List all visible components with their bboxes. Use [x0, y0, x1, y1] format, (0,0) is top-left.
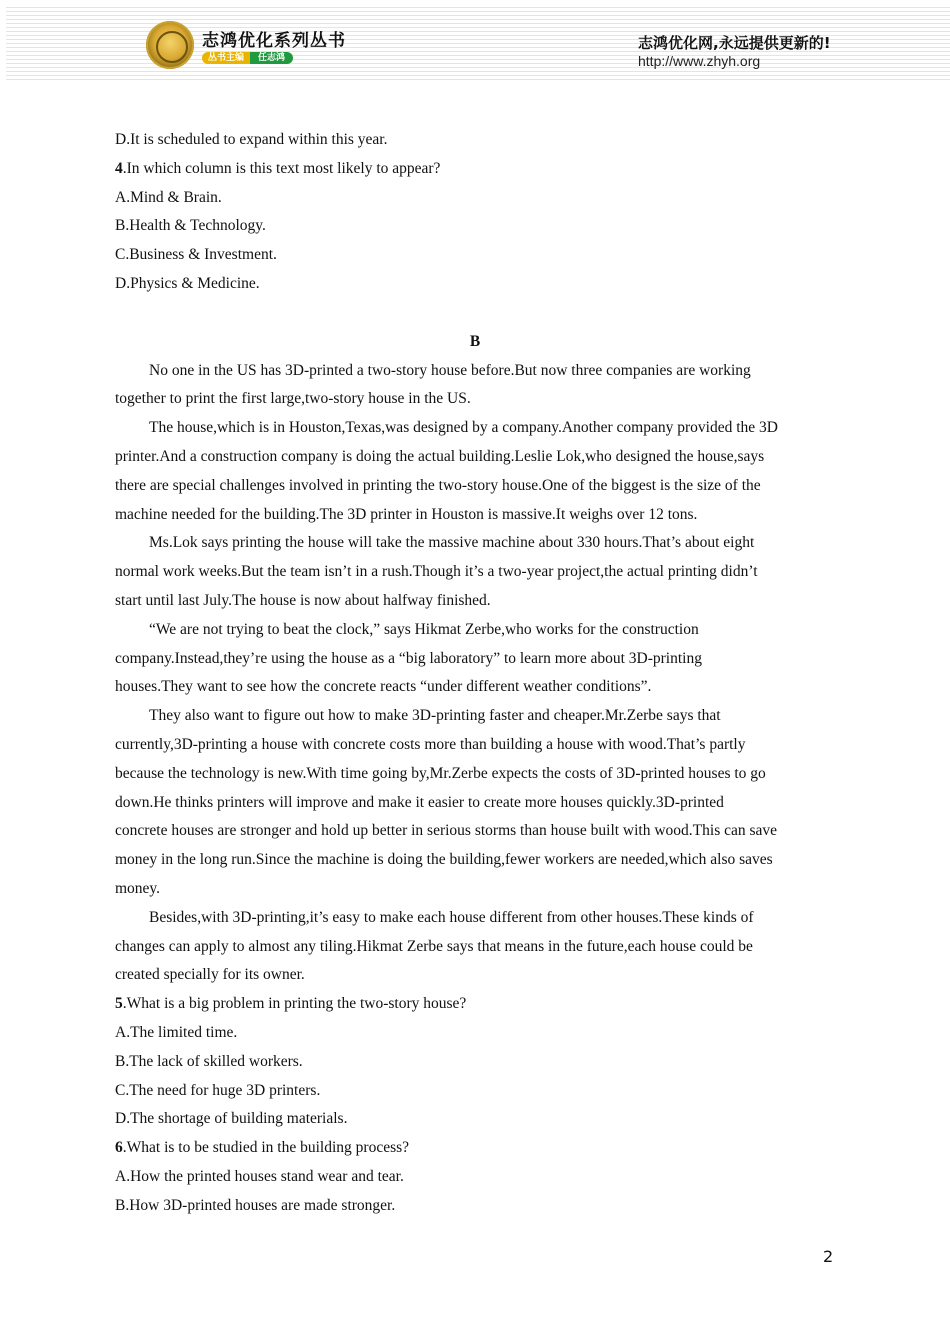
passage-line: normal work weeks.But the team isn’t in a rush.Though it’s a two-year project,the actual printing didn’t: [115, 563, 758, 581]
editor-badge: [202, 52, 293, 64]
question-6: [115, 1134, 835, 1163]
passage-line: because the technology is new.With time going by,Mr.Zerbe expects the costs of 3D-printed houses to go: [115, 764, 766, 782]
question-stem: .In which column is this text most likely to appear?: [122, 159, 441, 177]
site-url[interactable]: http://www.zhyh.org: [638, 53, 761, 69]
passage-line: Besides,with 3D-printing,it’s easy to make each house different from other houses.These kinds of: [149, 908, 754, 926]
q6-options: [115, 1163, 835, 1221]
question-number: 4: [115, 159, 123, 177]
answer-option: D.Physics & Medicine.: [115, 274, 260, 292]
document-body: [115, 126, 835, 1220]
answer-option: B.The lack of skilled workers.: [115, 1052, 303, 1070]
answer-option: C.The need for huge 3D printers.: [115, 1081, 321, 1099]
question-stem: .What is a big problem in printing the two-story house?: [122, 995, 467, 1013]
q3-option-d: D.It is scheduled to expand within this year.: [115, 131, 388, 148]
passage-line: Ms.Lok says printing the house will take the massive machine about 330 hours.That’s about eight: [149, 534, 755, 552]
question-number: 5: [115, 995, 123, 1013]
passage-line: start until last July.The house is now about halfway finished.: [115, 591, 491, 609]
answer-option: C.Business & Investment.: [115, 246, 277, 264]
passage-line: printer.And a construction company is doing the actual building.Leslie Lok,who designed the house,says: [115, 447, 765, 465]
answer-option: A.The limited time.: [115, 1023, 238, 1041]
question-stem: .What is to be studied in the building process?: [122, 1139, 410, 1157]
site-slogan: 志鸿优化网,永远提供更新的!: [638, 34, 831, 52]
passage-line: created specially for its owner.: [115, 966, 305, 984]
passage-line: there are special challenges involved in printing the two-story house.One of the biggest is the size of the: [115, 476, 761, 494]
answer-option: B.How 3D-printed houses are made stronger.: [115, 1196, 396, 1214]
passage-line: They also want to figure out how to make 3D-printing faster and cheaper.Mr.Zerbe says that: [149, 707, 721, 725]
passage-line: changes can apply to almost any tiling.Hikmat Zerbe says that means in the future,each house could be: [115, 937, 753, 955]
answer-option: A.Mind & Brain.: [115, 188, 222, 206]
passage-line: down.He thinks printers will improve and make it easier to create more houses quickly.3D-printed: [115, 793, 724, 811]
passage-line: money in the long run.Since the machine is doing the building,fewer workers are needed,which also saves: [115, 851, 773, 869]
passage-line: together to print the first large,two-story house in the US.: [115, 390, 471, 408]
answer-option: D.The shortage of building materials.: [115, 1110, 348, 1128]
passage-line: money.: [115, 879, 161, 897]
passage-line: concrete houses are stronger and hold up better in serious storms than house built with wood.This can save: [115, 822, 778, 840]
q5-options: [115, 1019, 835, 1134]
page-number: 2: [823, 1247, 834, 1266]
editor-name: 任志鸿: [250, 52, 293, 64]
passage-line: No one in the US has 3D-printed a two-story house before.But now three companies are working: [149, 361, 751, 379]
passage-line: machine needed for the building.The 3D printer in Houston is massive.It weighs over 12 tons.: [115, 505, 698, 523]
answer-option: A.How the printed houses stand wear and tear.: [115, 1167, 404, 1185]
page-header: [6, 4, 950, 80]
section-title: B: [469, 332, 481, 350]
editor-label: 丛书主编: [202, 52, 250, 64]
answer-option: B.Health & Technology.: [115, 217, 266, 235]
passage-line: company.Instead,they’re using the house as a “big laboratory” to learn more about 3D-printing: [115, 649, 702, 667]
passage-line: The house,which is in Houston,Texas,was designed by a company.Another company provided the 3D: [149, 419, 778, 437]
q4-options: [115, 184, 835, 299]
passage-b: [115, 357, 835, 991]
question-4: [115, 155, 835, 184]
passage-line: currently,3D-printing a house with concrete costs more than building a house with wood.That’s partly: [115, 735, 746, 753]
question-5: [115, 990, 835, 1019]
question-number: 6: [115, 1139, 123, 1157]
passage-line: “We are not trying to beat the clock,” says Hikmat Zerbe,who works for the construction: [149, 620, 699, 638]
logo-seal-icon: [146, 21, 194, 69]
series-title: 志鸿优化系列丛书: [202, 31, 346, 51]
passage-line: houses.They want to see how the concrete reacts “under different weather conditions”.: [115, 678, 652, 696]
